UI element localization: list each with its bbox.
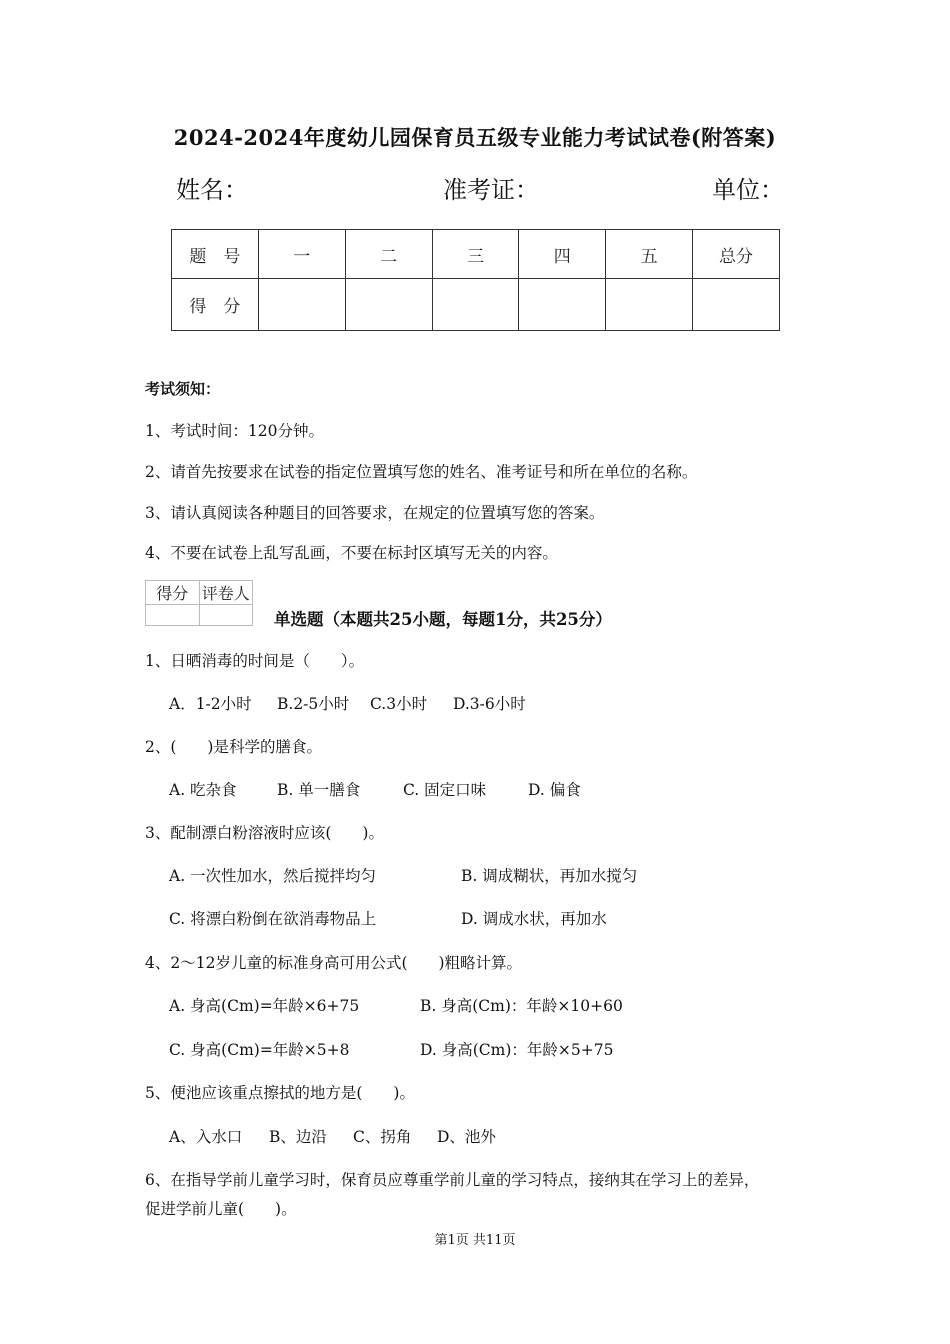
- section-title: 单选题（本题共25小题，每题1分，共25分）: [274, 610, 612, 629]
- option[interactable]: C. 固定口味: [403, 781, 487, 799]
- score-table-score-row: [172, 279, 780, 331]
- notice-item: 4、不要在试卷上乱写乱画，不要在标封区填写无关的内容。: [145, 544, 558, 562]
- option[interactable]: C.3小时: [370, 695, 428, 713]
- grader-score-label: 得分: [146, 581, 200, 605]
- score-table-cell: 四: [519, 230, 606, 279]
- score-input-cell[interactable]: [693, 279, 780, 331]
- option[interactable]: C、拐角: [353, 1128, 412, 1146]
- score-input-cell[interactable]: [432, 279, 519, 331]
- score-table-cell: 总分: [693, 230, 780, 279]
- score-table-cell: 三: [432, 230, 519, 279]
- option[interactable]: B. 身高(Cm)：年龄×10+60: [420, 997, 623, 1015]
- option[interactable]: B、边沿: [269, 1128, 327, 1146]
- option[interactable]: A．1-2小时: [169, 695, 252, 713]
- score-input-cell[interactable]: [258, 279, 345, 331]
- grader-box: [145, 580, 253, 626]
- question-2: 2、( )是科学的膳食。: [145, 738, 322, 756]
- option[interactable]: B.2-5小时: [277, 695, 350, 713]
- question-6: 6、在指导学前儿童学习时，保育员应尊重学前儿童的学习特点，接纳其在学习上的差异，: [145, 1171, 760, 1189]
- score-table-header-row: [172, 230, 780, 279]
- option[interactable]: D. 调成水状，再加水: [461, 910, 607, 928]
- score-table-cell: 五: [606, 230, 693, 279]
- question-3: 3、配制漂白粉溶液时应该( )。: [145, 824, 384, 842]
- score-table-cell: 题 号: [172, 230, 259, 279]
- option[interactable]: D. 偏食: [528, 781, 581, 799]
- option[interactable]: A、入水口: [169, 1128, 243, 1146]
- option[interactable]: C. 将漂白粉倒在欲消毒物品上: [169, 910, 377, 928]
- option[interactable]: A. 一次性加水，然后搅拌均匀: [169, 867, 377, 885]
- grader-reviewer-label: 评卷人: [199, 581, 253, 605]
- question-5: 5、便池应该重点擦拭的地方是( )。: [145, 1084, 415, 1102]
- score-input-cell[interactable]: [519, 279, 606, 331]
- option[interactable]: C. 身高(Cm)=年龄×5+8: [169, 1041, 350, 1059]
- score-input-cell[interactable]: [345, 279, 432, 331]
- grader-score-cell[interactable]: [146, 605, 200, 626]
- score-table-cell: 一: [258, 230, 345, 279]
- page-footer: 第1页 共11页: [434, 1233, 516, 1248]
- grader-reviewer-cell[interactable]: [199, 605, 253, 626]
- exam-number-field-label: 准考证：: [443, 176, 539, 204]
- question-1: 1、日晒消毒的时间是（ ）。: [145, 652, 365, 670]
- notice-item: 1、考试时间：120分钟。: [145, 422, 324, 440]
- option[interactable]: A. 身高(Cm)=年龄×6+75: [169, 997, 360, 1015]
- question-6-continuation: 促进学前儿童( )。: [145, 1200, 297, 1218]
- exam-title: 2024-2024年度幼儿园保育员五级专业能力考试试卷(附答案): [173, 125, 777, 150]
- name-field-label: 姓名：: [176, 176, 248, 204]
- option[interactable]: D、池外: [437, 1128, 496, 1146]
- option[interactable]: D.3-6小时: [453, 695, 526, 713]
- score-table-cell: 二: [345, 230, 432, 279]
- question-4: 4、2～12岁儿童的标准身高可用公式( )粗略计算。: [145, 954, 523, 972]
- option[interactable]: B. 调成糊状，再加水搅匀: [461, 867, 638, 885]
- notice-item: 2、请首先按要求在试卷的指定位置填写您的姓名、准考证号和所在单位的名称。: [145, 463, 698, 481]
- notice-item: 3、请认真阅读各种题目的回答要求，在规定的位置填写您的答案。: [145, 504, 605, 522]
- option[interactable]: D. 身高(Cm)：年龄×5+75: [420, 1041, 614, 1059]
- score-table: [171, 229, 780, 331]
- unit-field-label: 单位：: [712, 176, 784, 204]
- option[interactable]: B. 单一膳食: [277, 781, 361, 799]
- notice-heading: 考试须知：: [145, 380, 221, 398]
- option[interactable]: A. 吃杂食: [169, 781, 237, 799]
- score-table-cell: 得 分: [172, 279, 259, 331]
- score-input-cell[interactable]: [606, 279, 693, 331]
